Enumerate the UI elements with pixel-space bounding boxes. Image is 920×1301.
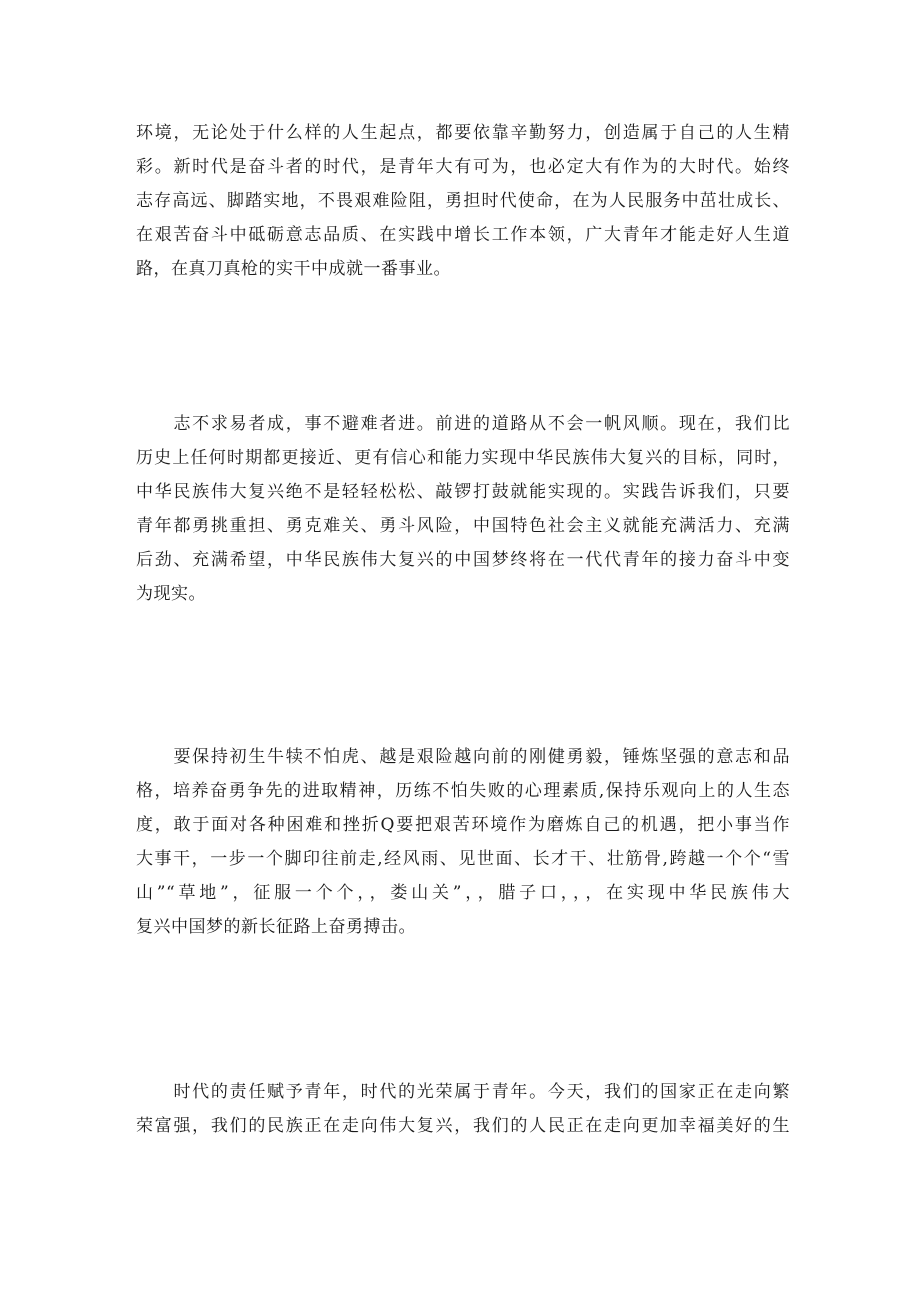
paragraph-line: 环境，无论处于什么样的人生起点，都要依靠辛勤努力，创造属于自己的人生精 bbox=[136, 123, 790, 143]
paragraph-line: 荣富强，我们的民族正在走向伟大复兴，我们的人民正在走向更加幸福美好的生 bbox=[136, 1116, 790, 1136]
paragraph-line: 格，培养奋勇争先的进取精神，历练不怕失败的心理素质,保持乐观向上的人生态 bbox=[136, 781, 790, 801]
paragraph-line: 度，敢于面对各种困难和挫折Q要把艰苦环境作为磨炼自己的机遇，把小事当作 bbox=[136, 815, 790, 835]
paragraph-4 bbox=[136, 1075, 790, 1143]
paragraph-line: 路，在真刀真枪的实干中成就一番事业。 bbox=[136, 259, 451, 279]
paragraph-line: 要保持初生牛犊不怕虎、越是艰险越向前的刚健勇毅，锤炼坚强的意志和品 bbox=[136, 747, 790, 767]
paragraph-line: 青年都勇挑重担、勇克难关、勇斗风险，中国特色社会主义就能充满活力、充满 bbox=[136, 516, 790, 536]
paragraph-3 bbox=[136, 740, 790, 944]
paragraph-line: 大事干，一步一个脚印往前走,经风雨、见世面、长才干、壮筋骨,跨越一个个“雪 bbox=[136, 849, 790, 869]
paragraph-line: 复兴中国梦的新长征路上奋勇搏击。 bbox=[136, 917, 416, 937]
paragraph-line: 中华民族伟大复兴绝不是轻轻松松、敲锣打鼓就能实现的。实践告诉我们，只要 bbox=[136, 482, 790, 502]
paragraph-line: 历史上任何时期都更接近、更有信心和能力实现中华民族伟大复兴的目标，同时， bbox=[136, 448, 790, 468]
paragraph-line: 彩。新时代是奋斗者的时代，是青年大有可为，也必定大有作为的大时代。始终 bbox=[136, 157, 790, 177]
paragraph-line: 在艰苦奋斗中砥砺意志品质、在实践中增长工作本领，广大青年才能走好人生道 bbox=[136, 225, 790, 245]
paragraph-line: 志存高远、脚踏实地，不畏艰难险阻，勇担时代使命，在为人民服务中茁壮成长、 bbox=[136, 191, 790, 211]
paragraph-1 bbox=[136, 116, 790, 286]
paragraph-2 bbox=[136, 407, 790, 611]
paragraph-line: 时代的责任赋予青年，时代的光荣属于青年。今天，我们的国家正在走向繁 bbox=[136, 1082, 790, 1102]
paragraph-line: 志不求易者成，事不避难者进。前进的道路从不会一帆风顺。现在，我们比 bbox=[136, 414, 790, 434]
paragraph-line: 为现实。 bbox=[136, 584, 206, 604]
paragraph-line: 山”“草地”，征服一个个，，娄山关”，，腊子口，，，在实现中华民族伟大 bbox=[136, 883, 790, 903]
paragraph-line: 后劲、充满希望，中华民族伟大复兴的中国梦终将在一代代青年的接力奋斗中变 bbox=[136, 550, 790, 570]
